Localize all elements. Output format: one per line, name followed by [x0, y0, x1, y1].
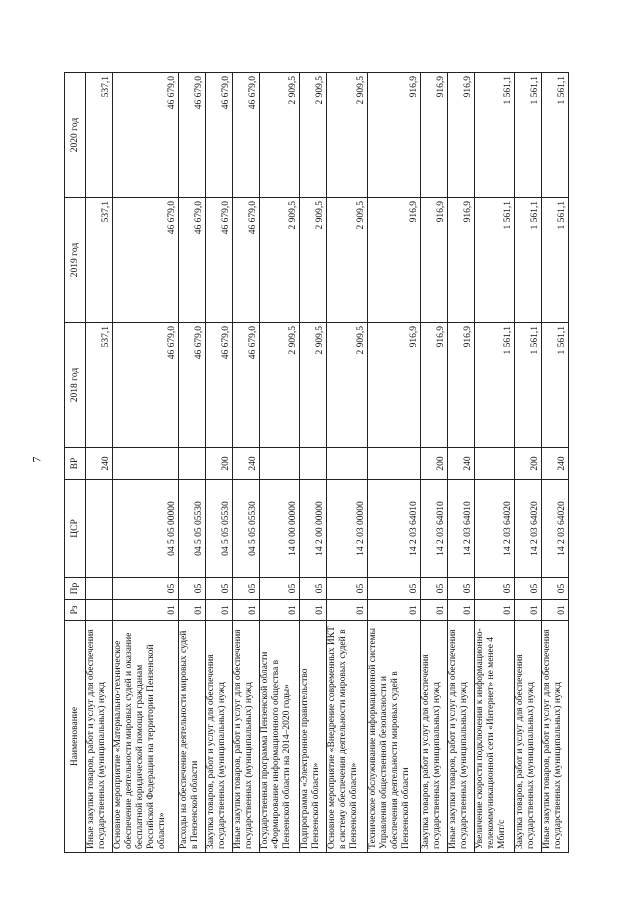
cell-y2019: 46 679,0	[113, 198, 179, 323]
table-row	[474, 73, 514, 853]
cell-vr: 240	[86, 448, 113, 480]
cell-pr: 05	[300, 578, 327, 600]
cell-y2020: 2 909,5	[300, 73, 327, 198]
cell-y2019: 916,9	[447, 198, 474, 323]
cell-rz: 01	[327, 600, 367, 621]
cell-pr: 05	[447, 578, 474, 600]
cell-y2020: 46 679,0	[233, 73, 260, 198]
cell-name: Подпрограмма «Электронное правительство Пензенской области»	[300, 621, 327, 853]
header-cell: 2019 год	[65, 198, 86, 323]
cell-y2018: 2 909,5	[260, 323, 300, 448]
cell-y2019: 2 909,5	[300, 198, 327, 323]
cell-name: Закупка товаров, работ и услуг для обеспечения государственных (муниципальных) нужд	[420, 621, 447, 853]
cell-vr	[474, 448, 514, 480]
cell-pr: 05	[327, 578, 367, 600]
cell-pr: 05	[233, 578, 260, 600]
cell-rz: 01	[447, 600, 474, 621]
cell-y2018: 1 561,1	[514, 323, 541, 448]
cell-y2018: 916,9	[420, 323, 447, 448]
cell-y2019: 46 679,0	[233, 198, 260, 323]
cell-y2018: 1 561,1	[541, 323, 568, 448]
cell-vr: 240	[233, 448, 260, 480]
cell-vr: 240	[447, 448, 474, 480]
cell-y2018: 46 679,0	[233, 323, 260, 448]
cell-y2018: 46 679,0	[179, 323, 206, 448]
cell-y2020: 1 561,1	[514, 73, 541, 198]
cell-y2019: 2 909,5	[260, 198, 300, 323]
cell-csr: 04 5 05 05530	[179, 480, 206, 578]
cell-y2018: 1 561,1	[474, 323, 514, 448]
cell-y2019: 916,9	[420, 198, 447, 323]
cell-csr	[86, 480, 113, 578]
cell-pr: 05	[541, 578, 568, 600]
cell-rz: 01	[420, 600, 447, 621]
table-row	[514, 73, 541, 853]
cell-y2019: 916,9	[367, 198, 420, 323]
cell-y2018: 2 909,5	[327, 323, 367, 448]
cell-y2020: 1 561,1	[541, 73, 568, 198]
table-row	[113, 73, 179, 853]
table-row	[206, 73, 233, 853]
cell-pr: 05	[113, 578, 179, 600]
header-cell: Пр	[65, 578, 86, 600]
cell-name: Техническое обслуживание информационной системы Управления общественной безопасности и обеспечения деятельности мировых судей в Пензенской области	[367, 621, 420, 853]
table-row	[420, 73, 447, 853]
cell-name: Основное мероприятие «Внедрение современных ИКТ в систему обеспечения деятельности мировых судей в Пензенской области»	[327, 621, 367, 853]
cell-name: Иные закупки товаров, работ и услуг для обеспечения государственных (муниципальных) нужд	[447, 621, 474, 853]
cell-csr: 04 5 05 05530	[233, 480, 260, 578]
cell-rz: 01	[233, 600, 260, 621]
cell-csr: 14 2 03 64010	[367, 480, 420, 578]
table-row	[300, 73, 327, 853]
table-row	[367, 73, 420, 853]
cell-csr: 14 2 03 00000	[327, 480, 367, 578]
page-number: 7	[29, 456, 44, 463]
cell-csr: 14 2 03 64020	[474, 480, 514, 578]
table-row	[447, 73, 474, 853]
cell-y2020: 46 679,0	[179, 73, 206, 198]
cell-rz: 01	[260, 600, 300, 621]
cell-rz: 01	[206, 600, 233, 621]
budget-table	[64, 72, 569, 853]
cell-csr: 14 0 00 00000	[260, 480, 300, 578]
cell-pr: 05	[474, 578, 514, 600]
cell-csr: 04 5 05 00000	[113, 480, 179, 578]
cell-y2019: 2 909,5	[327, 198, 367, 323]
cell-y2020: 916,9	[447, 73, 474, 198]
header-cell: 2018 год	[65, 323, 86, 448]
cell-pr: 05	[514, 578, 541, 600]
cell-y2018: 46 679,0	[113, 323, 179, 448]
cell-y2020: 2 909,5	[260, 73, 300, 198]
cell-vr	[300, 448, 327, 480]
cell-rz	[86, 600, 113, 621]
cell-y2019: 1 561,1	[514, 198, 541, 323]
cell-rz: 01	[514, 600, 541, 621]
table-header-row	[65, 73, 86, 853]
cell-vr	[367, 448, 420, 480]
rotated-page	[64, 73, 569, 853]
table-row	[541, 73, 568, 853]
cell-pr: 05	[179, 578, 206, 600]
cell-pr	[86, 578, 113, 600]
cell-name: Основное мероприятие «Материально-техническое обеспечение деятельности мировых судей и оказание бесплатной юридической помощи гражданам Российской Федерации на территории Пензенской области»	[113, 621, 179, 853]
cell-rz: 01	[300, 600, 327, 621]
cell-vr	[179, 448, 206, 480]
cell-y2020: 916,9	[420, 73, 447, 198]
cell-rz: 01	[474, 600, 514, 621]
cell-rz: 01	[113, 600, 179, 621]
cell-y2018: 537,1	[86, 323, 113, 448]
cell-vr	[113, 448, 179, 480]
cell-vr: 200	[514, 448, 541, 480]
cell-vr: 200	[420, 448, 447, 480]
header-cell: 2020 год	[65, 73, 86, 198]
header-cell: ЦСР	[65, 480, 86, 578]
cell-y2019: 1 561,1	[541, 198, 568, 323]
table-row	[233, 73, 260, 853]
cell-y2020: 46 679,0	[113, 73, 179, 198]
cell-name: Государственная программа Пензенской области «Формирование информационного общества в Пензенской области на 2014–2020 годы»	[260, 621, 300, 853]
cell-rz: 01	[541, 600, 568, 621]
cell-csr: 14 2 03 64020	[541, 480, 568, 578]
cell-csr: 14 2 03 64020	[514, 480, 541, 578]
cell-rz: 01	[179, 600, 206, 621]
cell-name: Увеличение скорости подключения к информационно-телекоммуникационной сети «Интернет» не менее 4 Мбит/с	[474, 621, 514, 853]
table-row	[260, 73, 300, 853]
cell-y2018: 916,9	[447, 323, 474, 448]
cell-y2019: 46 679,0	[206, 198, 233, 323]
cell-y2020: 537,1	[86, 73, 113, 198]
cell-name: Закупка товаров, работ и услуг для обеспечения государственных (муниципальных) нужд	[206, 621, 233, 853]
cell-csr: 14 2 03 64010	[447, 480, 474, 578]
cell-pr: 05	[206, 578, 233, 600]
table-row	[179, 73, 206, 853]
cell-name: Иные закупки товаров, работ и услуг для обеспечения государственных (муниципальных) нужд	[86, 621, 113, 853]
cell-y2020: 46 679,0	[206, 73, 233, 198]
cell-y2019: 537,1	[86, 198, 113, 323]
cell-y2019: 46 679,0	[179, 198, 206, 323]
table-row	[327, 73, 367, 853]
cell-name: Расходы на обеспечение деятельности мировых судей в Пензенской области	[179, 621, 206, 853]
cell-rz: 01	[367, 600, 420, 621]
table-row	[86, 73, 113, 853]
header-cell: ВР	[65, 448, 86, 480]
cell-csr: 14 2 03 64010	[420, 480, 447, 578]
cell-pr: 05	[420, 578, 447, 600]
cell-y2019: 1 561,1	[474, 198, 514, 323]
cell-vr: 200	[206, 448, 233, 480]
cell-y2020: 916,9	[367, 73, 420, 198]
cell-y2018: 46 679,0	[206, 323, 233, 448]
cell-csr: 04 5 05 05530	[206, 480, 233, 578]
cell-csr: 14 2 00 00000	[300, 480, 327, 578]
cell-y2020: 1 561,1	[474, 73, 514, 198]
cell-name: Иные закупки товаров, работ и услуг для обеспечения государственных (муниципальных) нужд	[233, 621, 260, 853]
cell-vr: 240	[541, 448, 568, 480]
cell-name: Закупка товаров, работ и услуг для обеспечения государственных (муниципальных) нужд	[514, 621, 541, 853]
cell-y2020: 2 909,5	[327, 73, 367, 198]
cell-vr	[260, 448, 300, 480]
cell-pr: 05	[260, 578, 300, 600]
cell-pr: 05	[367, 578, 420, 600]
header-cell: Рз	[65, 600, 86, 621]
cell-y2018: 916,9	[367, 323, 420, 448]
cell-y2018: 2 909,5	[300, 323, 327, 448]
cell-name: Иные закупки товаров, работ и услуг для обеспечения государственных (муниципальных) нужд	[541, 621, 568, 853]
header-cell: Наименование	[65, 621, 86, 853]
cell-vr	[327, 448, 367, 480]
